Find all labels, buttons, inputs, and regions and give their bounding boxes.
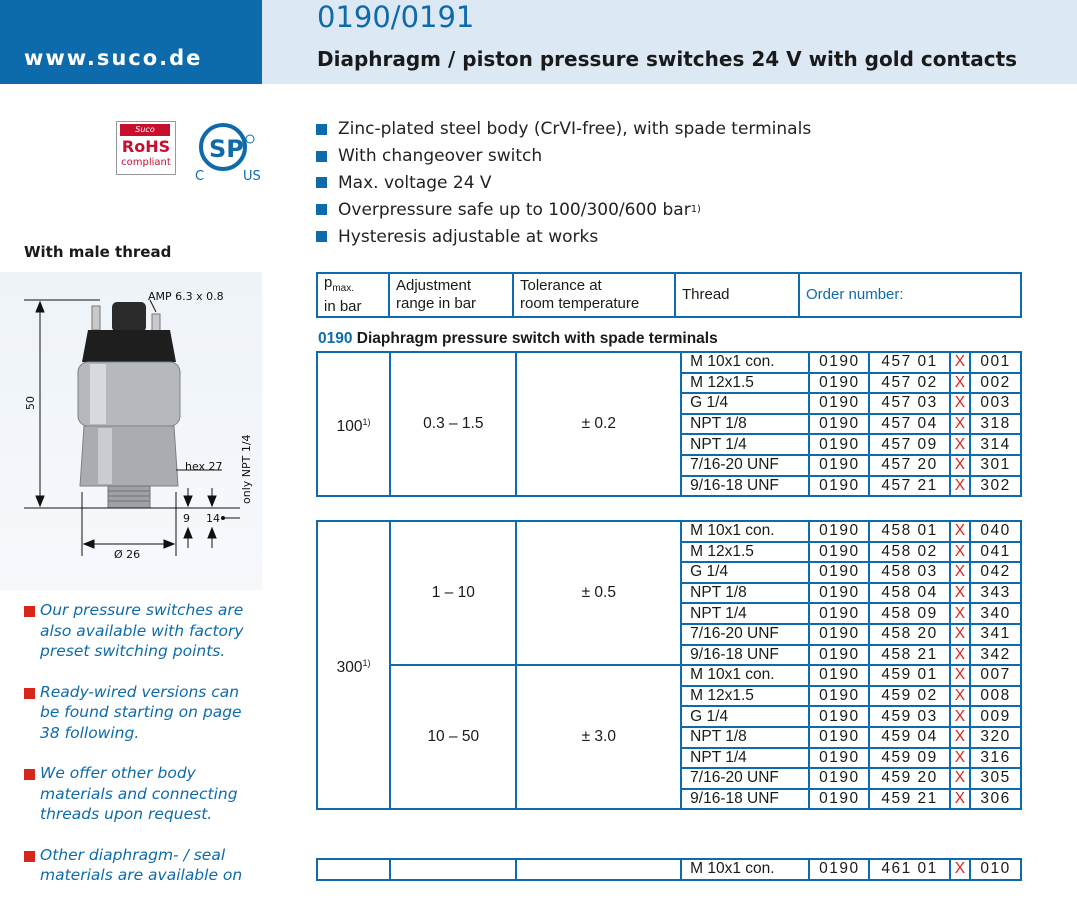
order-suffix-cell: 010 (970, 859, 1021, 880)
adjustment-cell (390, 859, 516, 880)
order-code-cell: 457 09 (869, 434, 949, 455)
order-separator-cell: X (950, 859, 970, 880)
csa-us-logo (195, 117, 270, 182)
order-code-cell: 458 09 (869, 603, 949, 624)
feature-item (316, 143, 811, 170)
table-row (317, 859, 1021, 880)
order-separator-cell: X (950, 665, 970, 686)
bullet-icon (316, 177, 327, 188)
order-code-cell: 457 21 (869, 476, 949, 497)
pmax-value: 100 (336, 417, 363, 435)
order-code-cell: 459 04 (869, 727, 949, 748)
pmax-unit: in bar (324, 298, 362, 315)
order-code-cell: 457 20 (869, 455, 949, 476)
order-code-cell: 457 03 (869, 393, 949, 414)
order-suffix-cell: 007 (970, 665, 1021, 686)
note-text: We offer other body materials and connecting threads upon request. (40, 764, 238, 823)
diagram-label-npt: only NPT 1/4 (240, 434, 253, 504)
csa-us-label: US (243, 169, 261, 182)
col-thread: Thread (675, 273, 799, 317)
table-row (317, 665, 1021, 686)
diagram-label-amp: AMP 6.3 x 0.8 (148, 290, 224, 303)
adjustment-cell: 0.3 – 1.5 (390, 352, 516, 496)
order-suffix-cell: 306 (970, 789, 1021, 810)
order-code-cell: 457 02 (869, 373, 949, 394)
red-bullet-icon (24, 851, 35, 862)
order-suffix-cell: 009 (970, 706, 1021, 727)
order-prefix-cell: 0190 (809, 603, 869, 624)
order-code-cell: 457 04 (869, 414, 949, 435)
thread-cell: NPT 1/8 (681, 583, 809, 604)
thread-cell: M 10x1 con. (681, 665, 809, 686)
order-suffix-cell: 002 (970, 373, 1021, 394)
thread-cell: M 12x1.5 (681, 686, 809, 707)
thread-cell: NPT 1/4 (681, 434, 809, 455)
thread-cell: 9/16-18 UNF (681, 645, 809, 666)
thread-cell: 9/16-18 UNF (681, 476, 809, 497)
section-title (318, 330, 718, 348)
order-suffix-cell: 001 (970, 352, 1021, 373)
order-separator-cell: X (950, 352, 970, 373)
bullet-icon (316, 151, 327, 162)
adjustment-label-2: range in bar (396, 295, 477, 312)
feature-text: Max. voltage 24 V (338, 172, 492, 193)
pressure-group-600 (316, 858, 1022, 881)
red-bullet-icon (24, 769, 35, 780)
order-separator-cell: X (950, 624, 970, 645)
order-prefix-cell: 0190 (809, 414, 869, 435)
model-number: 0190/0191 (317, 0, 475, 34)
note-item (24, 600, 262, 662)
sidebar-heading: With male thread (24, 243, 172, 261)
feature-text: Hysteresis adjustable at works (338, 226, 599, 247)
col-order-number: Order number: (799, 273, 1021, 317)
thread-cell: NPT 1/8 (681, 414, 809, 435)
order-code-cell: 458 02 (869, 542, 949, 563)
rohs-logo-text: RoHS (121, 137, 171, 156)
order-code-cell: 459 21 (869, 789, 949, 810)
pmax-cell (317, 859, 390, 880)
order-separator-cell: X (950, 476, 970, 497)
diagram-label-height: 50 (24, 396, 37, 410)
note-text: Our pressure switches are also available with factory preset switching points. (40, 601, 244, 660)
footnote-marker: 1) (690, 204, 701, 216)
diagram-label-dim14: 14 (206, 512, 220, 525)
order-separator-cell: X (950, 727, 970, 748)
feature-item (316, 116, 811, 143)
order-prefix-cell: 0190 (809, 562, 869, 583)
order-prefix-cell: 0190 (809, 521, 869, 542)
diagram-label-diameter: Ø 26 (114, 548, 141, 561)
order-separator-cell: X (950, 434, 970, 455)
order-separator-cell: X (950, 583, 970, 604)
csa-c-label: C (195, 169, 205, 182)
order-suffix-cell: 316 (970, 748, 1021, 769)
order-suffix-cell: 305 (970, 768, 1021, 789)
order-table-header (316, 272, 1022, 318)
order-prefix-cell: 0190 (809, 624, 869, 645)
order-separator-cell: X (950, 686, 970, 707)
pressure-group-100 (316, 351, 1022, 497)
red-bullet-icon (24, 606, 35, 617)
rohs-logo (116, 121, 176, 175)
tolerance-cell: ± 0.5 (516, 521, 681, 665)
order-prefix-cell: 0190 (809, 768, 869, 789)
order-separator-cell: X (950, 542, 970, 563)
order-prefix-cell: 0190 (809, 455, 869, 476)
feature-item (316, 170, 811, 197)
feature-text: With changeover switch (338, 146, 543, 167)
header-title-panel (262, 0, 1077, 84)
order-code-cell: 459 02 (869, 686, 949, 707)
feature-text: Overpressure safe up to 100/300/600 bar (338, 199, 691, 220)
order-prefix-cell: 0190 (809, 542, 869, 563)
order-prefix-cell: 0190 (809, 352, 869, 373)
feature-list (316, 116, 811, 250)
order-prefix-cell: 0190 (809, 789, 869, 810)
order-separator-cell: X (950, 455, 970, 476)
thread-cell: M 10x1 con. (681, 352, 809, 373)
feature-item (316, 223, 811, 250)
bullet-icon (316, 124, 327, 135)
thread-cell: G 1/4 (681, 393, 809, 414)
col-adjustment (389, 273, 513, 317)
order-prefix-cell: 0190 (809, 393, 869, 414)
thread-cell: 7/16-20 UNF (681, 455, 809, 476)
order-code-cell: 458 04 (869, 583, 949, 604)
order-separator-cell: X (950, 393, 970, 414)
order-prefix-cell: 0190 (809, 706, 869, 727)
order-suffix-cell: 314 (970, 434, 1021, 455)
thread-cell: NPT 1/4 (681, 603, 809, 624)
order-prefix-cell: 0190 (809, 583, 869, 604)
order-code-cell: 459 03 (869, 706, 949, 727)
order-code-cell: 458 20 (869, 624, 949, 645)
diagram-label-dim9: 9 (183, 512, 190, 525)
order-suffix-cell: 003 (970, 393, 1021, 414)
note-text: Ready-wired versions can be found starting on page 38 following. (40, 682, 242, 742)
order-separator-cell: X (950, 521, 970, 542)
thread-cell: 9/16-18 UNF (681, 789, 809, 810)
order-code-cell: 457 01 (869, 352, 949, 373)
order-separator-cell: X (950, 645, 970, 666)
order-separator-cell: X (950, 706, 970, 727)
tolerance-cell: ± 3.0 (516, 665, 681, 809)
order-suffix-cell: 302 (970, 476, 1021, 497)
page-title: Diaphragm / piston pressure switches 24 V with gold contacts (317, 47, 1018, 71)
note-item (24, 845, 262, 886)
pmax-cell (317, 352, 390, 496)
order-code-cell: 459 01 (869, 665, 949, 686)
sidebar-notes (24, 600, 262, 906)
order-separator-cell: X (950, 562, 970, 583)
order-suffix-cell: 343 (970, 583, 1021, 604)
order-prefix-cell: 0190 (809, 665, 869, 686)
order-suffix-cell: 301 (970, 455, 1021, 476)
adjustment-cell: 1 – 10 (390, 521, 516, 665)
red-bullet-icon (24, 688, 35, 699)
order-prefix-cell: 0190 (809, 748, 869, 769)
feature-item (316, 196, 811, 223)
order-suffix-cell: 341 (970, 624, 1021, 645)
website-url[interactable]: www.suco.de (24, 46, 203, 70)
pmax-cell (317, 521, 390, 809)
pressure-group-300 (316, 520, 1022, 810)
order-code-cell: 458 01 (869, 521, 949, 542)
order-code-cell: 458 21 (869, 645, 949, 666)
col-pmax (317, 273, 389, 317)
thread-cell: NPT 1/4 (681, 748, 809, 769)
adjustment-label-1: Adjustment (396, 277, 472, 294)
thread-cell: M 12x1.5 (681, 373, 809, 394)
pmax-value: 300 (336, 658, 363, 676)
section-title-text: Diaphragm pressure switch with spade terminals (356, 330, 718, 347)
order-suffix-cell: 318 (970, 414, 1021, 435)
note-item (24, 682, 262, 744)
footnote-marker: 1) (362, 416, 371, 427)
thread-cell: M 12x1.5 (681, 542, 809, 563)
pressure-switch-diagram (0, 272, 262, 590)
order-prefix-cell: 0190 (809, 645, 869, 666)
order-suffix-cell: 320 (970, 727, 1021, 748)
order-code-cell: 458 03 (869, 562, 949, 583)
adjustment-cell: 10 – 50 (390, 665, 516, 809)
tolerance-cell: ± 0.2 (516, 352, 681, 496)
bullet-icon (316, 204, 327, 215)
col-tolerance (513, 273, 675, 317)
order-prefix-cell: 0190 (809, 373, 869, 394)
rohs-logo-brand: Suco (120, 124, 170, 136)
header-brand-panel (0, 0, 262, 84)
order-prefix-cell: 0190 (809, 686, 869, 707)
table-row (317, 352, 1021, 373)
order-prefix-cell: 0190 (809, 727, 869, 748)
section-code: 0190 (318, 330, 353, 347)
thread-cell: NPT 1/8 (681, 727, 809, 748)
order-separator-cell: X (950, 748, 970, 769)
order-code-cell: 459 20 (869, 768, 949, 789)
diagram-label-hex: hex 27 (185, 460, 223, 473)
feature-text: Zinc-plated steel body (CrVI-free), with spade terminals (338, 119, 812, 140)
order-code-cell: 461 01 (869, 859, 949, 880)
order-separator-cell: X (950, 789, 970, 810)
pmax-symbol: p (324, 274, 333, 291)
order-suffix-cell: 042 (970, 562, 1021, 583)
thread-cell: 7/16-20 UNF (681, 768, 809, 789)
order-suffix-cell: 340 (970, 603, 1021, 624)
order-separator-cell: X (950, 768, 970, 789)
order-suffix-cell: 342 (970, 645, 1021, 666)
tolerance-cell (516, 859, 681, 880)
order-code-cell: 459 09 (869, 748, 949, 769)
thread-cell: G 1/4 (681, 562, 809, 583)
order-suffix-cell: 008 (970, 686, 1021, 707)
rohs-logo-caption: compliant (121, 157, 171, 168)
note-item (24, 763, 262, 825)
tolerance-label-2: room temperature (520, 295, 640, 312)
note-text: Other diaphragm- / seal materials are available on (40, 845, 243, 884)
pmax-subscript: max. (332, 283, 355, 294)
svg-text:SP: SP (209, 135, 244, 163)
table-row (317, 521, 1021, 542)
tolerance-label-1: Tolerance at (520, 277, 602, 294)
order-prefix-cell: 0190 (809, 434, 869, 455)
thread-cell: M 10x1 con. (681, 859, 809, 880)
thread-cell: 7/16-20 UNF (681, 624, 809, 645)
order-suffix-cell: 041 (970, 542, 1021, 563)
thread-cell: M 10x1 con. (681, 521, 809, 542)
bullet-icon (316, 231, 327, 242)
order-prefix-cell: 0190 (809, 476, 869, 497)
order-suffix-cell: 040 (970, 521, 1021, 542)
order-prefix-cell: 0190 (809, 859, 869, 880)
order-separator-cell: X (950, 603, 970, 624)
footnote-marker: 1) (362, 657, 371, 668)
order-separator-cell: X (950, 414, 970, 435)
order-separator-cell: X (950, 373, 970, 394)
thread-cell: G 1/4 (681, 706, 809, 727)
